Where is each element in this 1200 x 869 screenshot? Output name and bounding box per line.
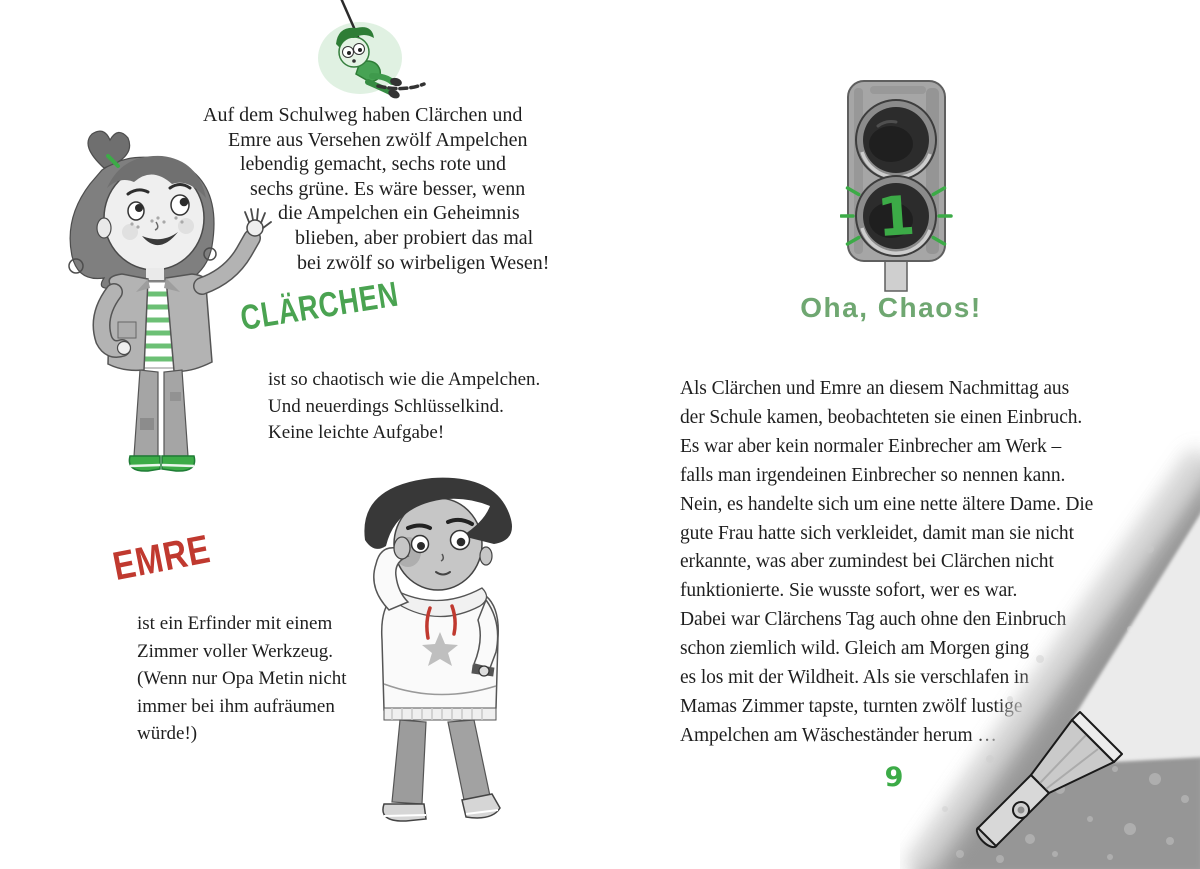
intro-line: blieben, aber probiert das mal (295, 226, 534, 249)
flashlight-corner-illustration (900, 429, 1200, 869)
emre-line: ist ein Erfinder mit einem (137, 613, 333, 634)
emre-line: Zimmer voller Werkzeug. (137, 640, 333, 662)
claerchen-description (268, 367, 540, 447)
intro-line: lebendig gemacht, sechs rote und (240, 153, 507, 176)
body-line: der Schule kamen, beobachteten sie einen Einbruch. (680, 406, 1083, 428)
traffic-light-upper-lamp (856, 100, 936, 180)
body-line: schon ziemlich wild. Gleich am Morgen ging (680, 638, 1030, 660)
page-number: 9 (884, 762, 904, 793)
body-line: gute Frau hatte sich verkleidet, damit man sie nicht (680, 522, 1074, 544)
body-line: es los mit der Wildheit. Als sie verschlafen in (680, 667, 1029, 689)
body-line: Es war aber kein normaler Einbrecher am Werk – (680, 435, 1062, 457)
emre-line: würde!) (137, 723, 198, 745)
emre-description (137, 610, 347, 748)
claerchen-name-heading: CLÄRCHEN (237, 274, 402, 339)
claerchen-line: ist so chaotisch wie die Ampelchen. (268, 369, 541, 390)
intro-line: bei zwölf so wirbeligen Wesen! (297, 251, 550, 274)
traffic-light-illustration (840, 78, 955, 293)
chapter-heading: Oha, Chaos! (800, 292, 982, 323)
body-line: falls man irgendeinen Einbrecher so nennen kann. (680, 464, 1066, 486)
emre-line: (Wenn nur Opa Metin nicht (137, 668, 347, 690)
girl-legs (134, 370, 188, 456)
claerchen-line: Und neuerdings Schlüsselkind. (268, 395, 504, 417)
boy-character-illustration (340, 470, 535, 842)
intro-line: Auf dem Schulweg haben Clärchen und (203, 104, 523, 126)
body-line: Nein, es handelte sich um eine nette ältere Dame. Die (680, 493, 1094, 515)
girl-waving-hand (245, 209, 271, 236)
boy-legs (383, 720, 500, 821)
body-line: Mamas Zimmer tapste, turnten zwölf lustige (680, 695, 1023, 717)
intro-line: die Ampelchen ein Geheimnis (278, 202, 520, 225)
green-imp-on-rope-illustration (298, 0, 438, 110)
emre-name-heading: EMRE (109, 527, 215, 590)
intro-line: Emre aus Versehen zwölf Ampelchen (228, 128, 528, 151)
body-line: Als Clärchen und Emre an diesem Nachmittag aus (680, 378, 1070, 399)
girl-green-shoes (129, 456, 194, 471)
body-line: Ampelchen am Wäscheständer herum … (680, 724, 997, 746)
body-line: funktionierte. Sie wusste sofort, wer es war. (680, 580, 1018, 602)
traffic-light-pole (885, 261, 907, 291)
intro-line: sechs grüne. Es wäre besser, wenn (250, 177, 526, 200)
body-line: Dabei war Clärchens Tag auch ohne den Einbruch (680, 609, 1067, 631)
countdown-number: 1 (875, 183, 917, 250)
emre-line: immer bei ihm aufräumen (137, 695, 335, 717)
claerchen-line: Keine leichte Aufgabe! (268, 422, 445, 443)
body-line: erkannte, was aber zumindest bei Clärchen nicht (680, 551, 1054, 573)
